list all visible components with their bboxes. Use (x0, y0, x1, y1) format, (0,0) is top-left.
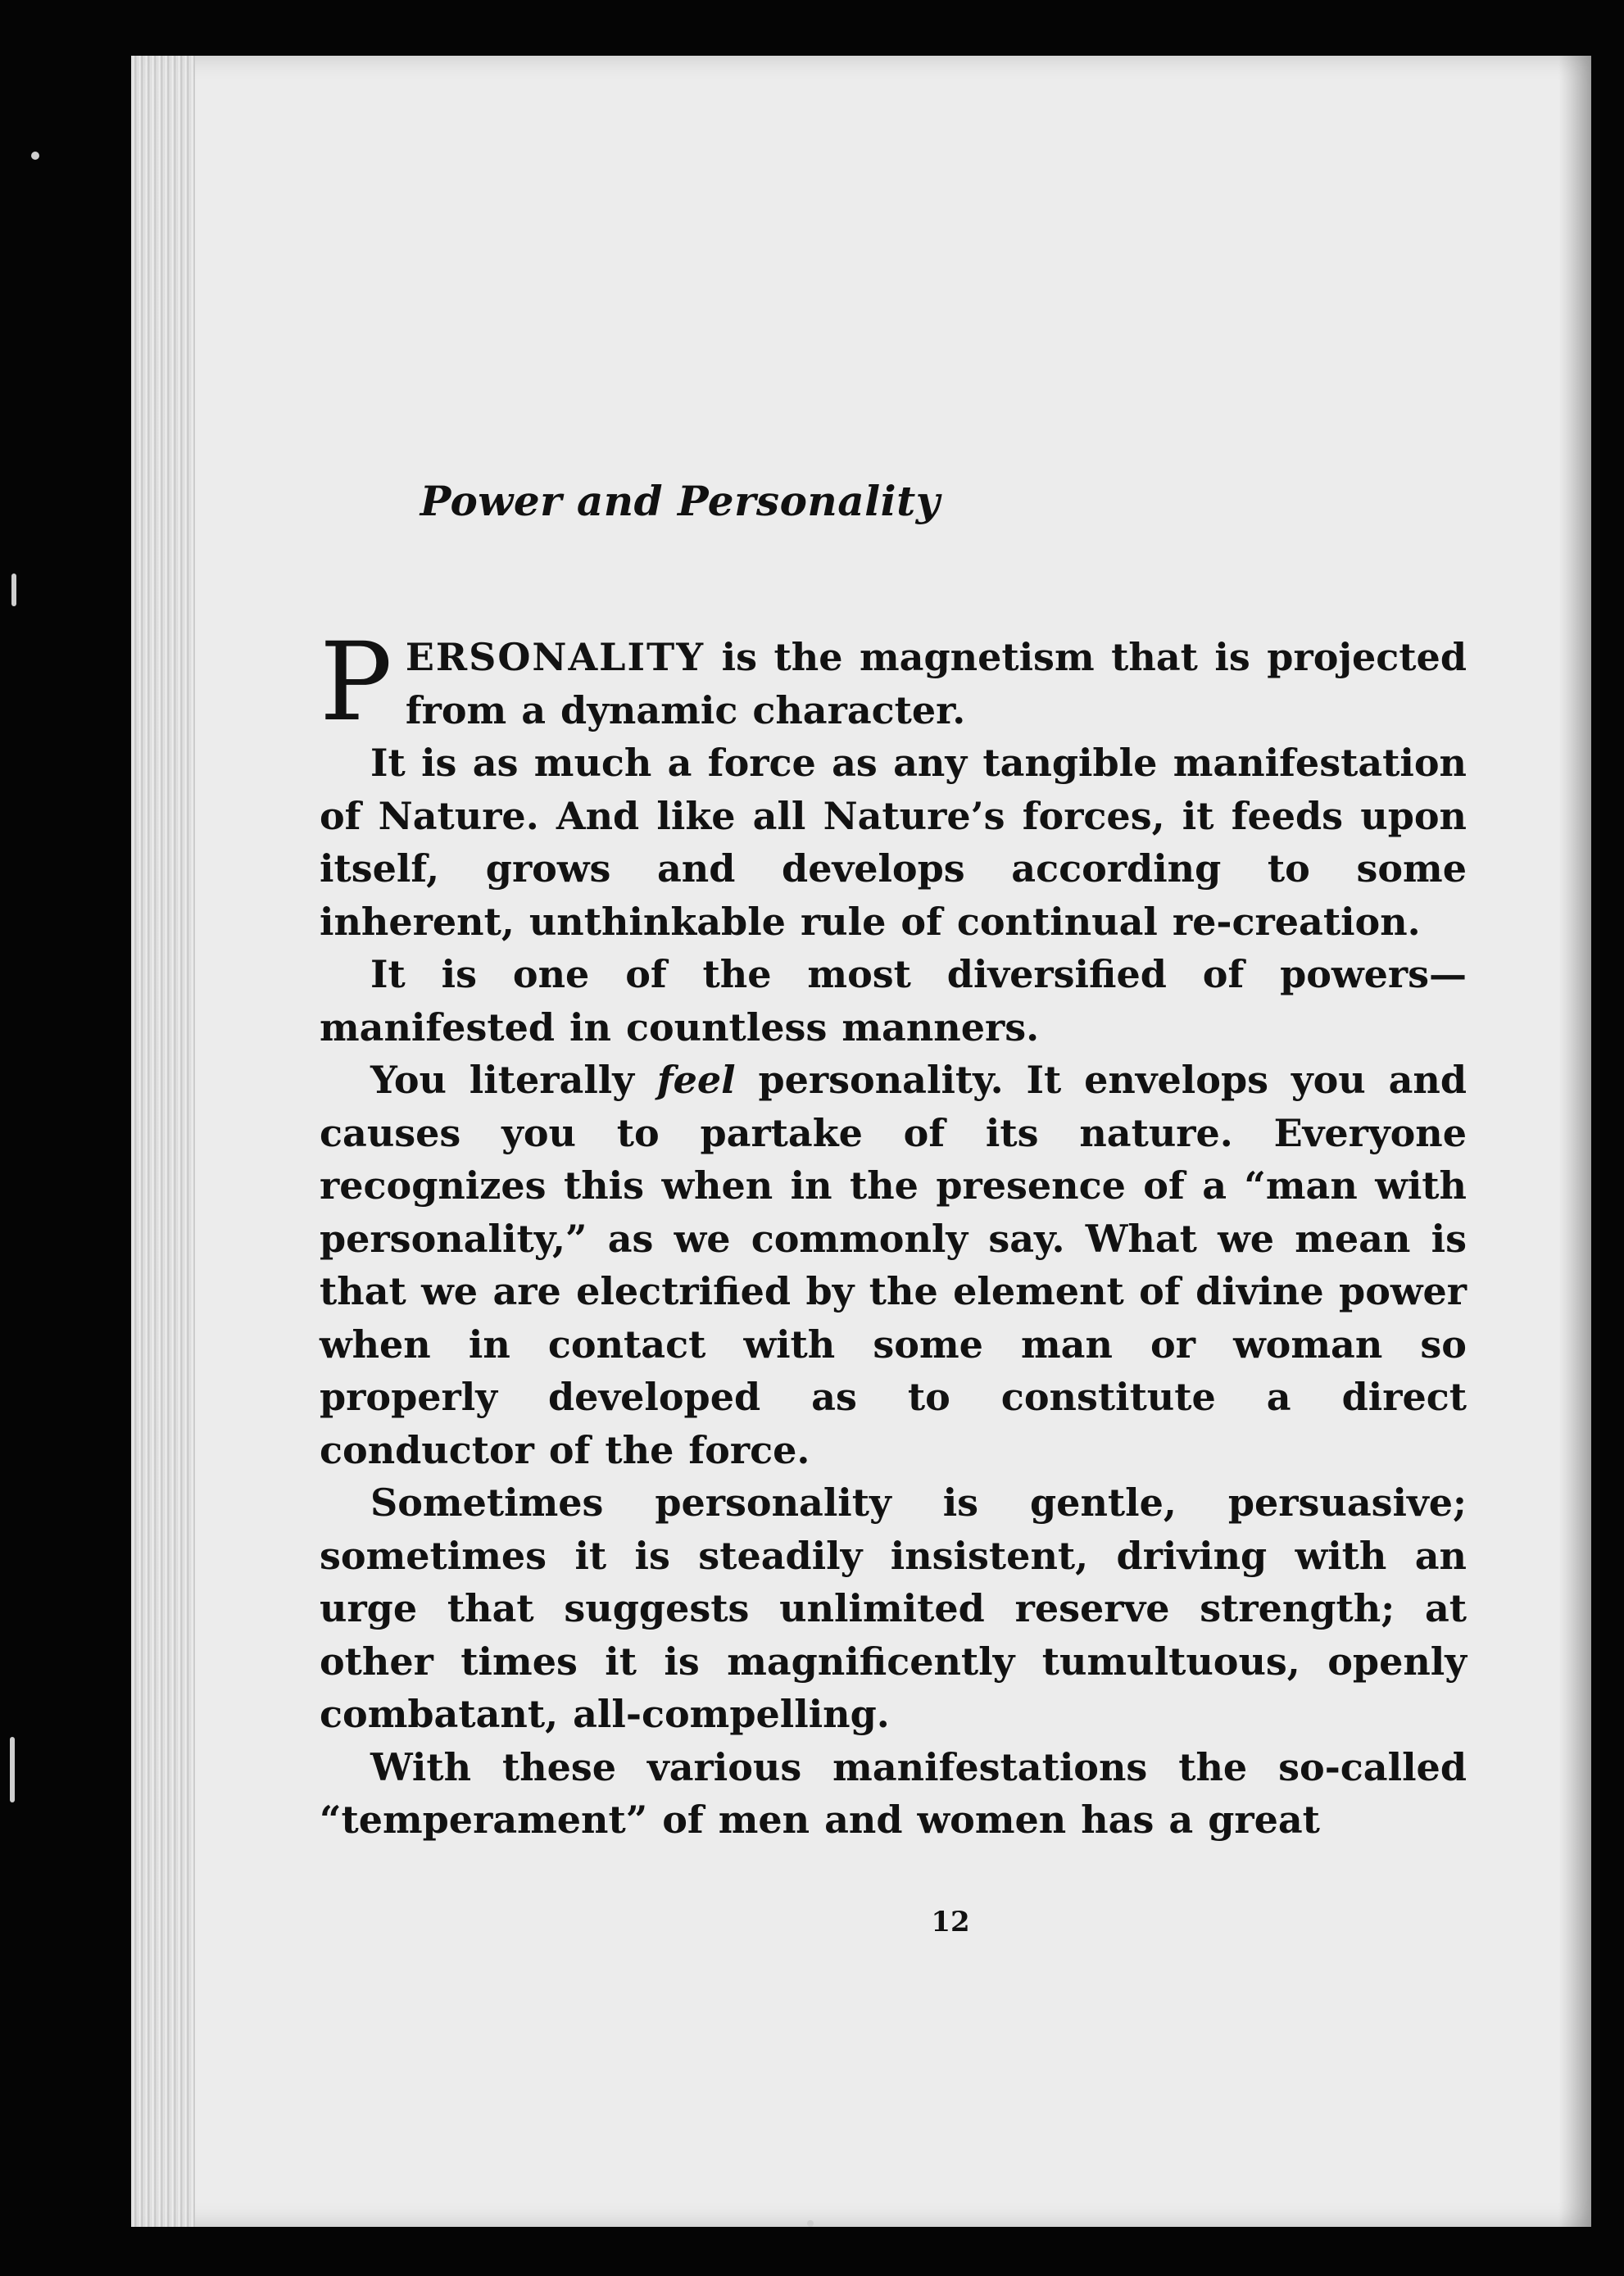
running-head: Power and Personality (420, 477, 941, 525)
paragraph-4-before: You literally (370, 1058, 657, 1102)
page-right-shadow (1558, 56, 1591, 2227)
paragraph-1 (320, 619, 1467, 746)
scan-speck (807, 2220, 814, 2227)
paragraph-5: Sometimes personality is gentle, persuasive; sometimes it is steadily insistent, driving with an urge that suggests unlimited reserve strength; at other times it is magnificently tumultuous, openly combatant, all-compelling. (320, 1480, 1467, 1736)
page-number: 12 (931, 1906, 970, 1938)
paragraph-6: With these various manifestations the so-called “temperament” of men and women has a great (320, 1744, 1467, 1842)
body-text (320, 619, 1467, 1847)
paragraph-2: It is as much a force as any tangible manifestation of Nature. And like all Nature’s forces, it feeds upon itself, grows and develops according to some inherent, unthinkable rule of continual re-creation. (320, 741, 1467, 944)
scan-speck (10, 1737, 15, 1802)
paragraph-1-rest: is the magnetism that is projected from a dynamic character. (405, 635, 1467, 732)
page-gutter-edge (131, 56, 195, 2227)
scan-speck (11, 574, 16, 606)
paragraph-4 (320, 1054, 1467, 1476)
paragraph-3: It is one of the most diversified of powers— manifested in countless manners. (320, 952, 1467, 1050)
paragraph-4-after: personality. It envelops you and causes you to partake of its nature. Everyone recognizes this when in the presence of a “man with personality,” as we commonly say. What we mean is that we are electrified by the element of divine power when in contact with some man or woman so properly developed as to constitute a direct conductor of the force. (320, 1058, 1467, 1472)
drop-cap: P (320, 619, 392, 746)
opening-word: ERSONALITY (405, 635, 705, 679)
emphasized-word: feel (656, 1058, 736, 1102)
scan-speck (31, 152, 39, 160)
